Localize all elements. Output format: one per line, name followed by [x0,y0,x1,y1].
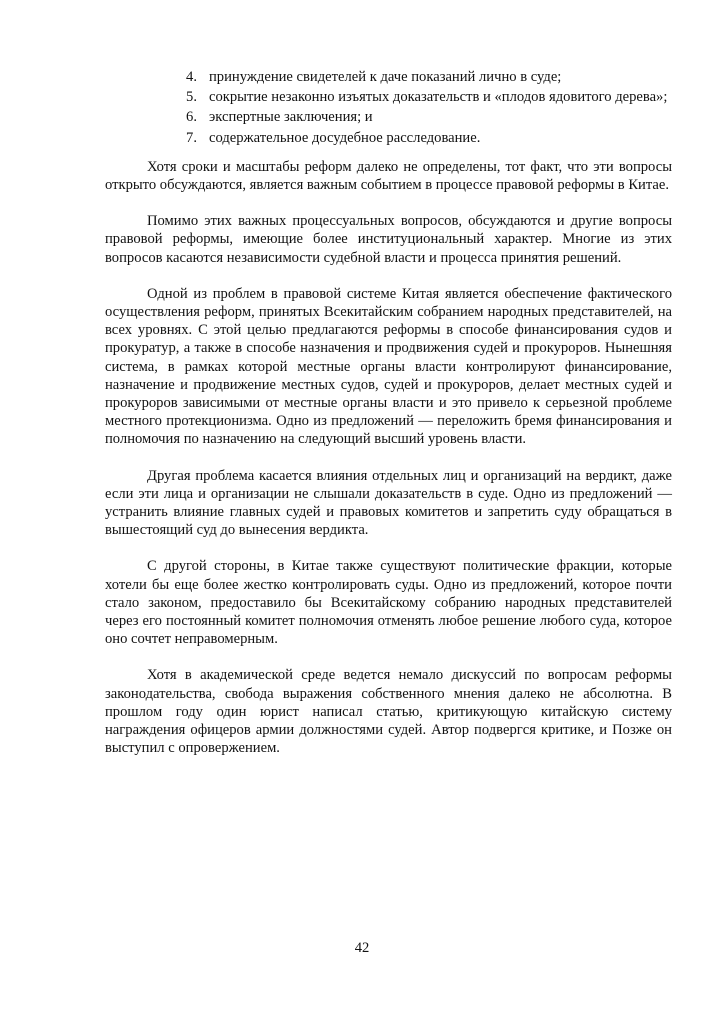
list-item [105,108,672,126]
page-number: 42 [354,940,370,956]
list-item-text: экспертные заключения; и [209,109,373,126]
document-page [105,68,672,776]
paragraph-influence: Другая проблема касается влияния отдельных лиц и организаций на вердикт, даже если эти лица и организации не слышали доказательств в суде. Одно из предложений — устранить влияние главных судей и правовых комитетов и запретить суду обращаться в вышестоящий суд до вынесения вердикта. [105,467,672,539]
paragraph-reform-timing: Хотя сроки и масштабы реформ далеко не определены, тот факт, что эти вопросы открыто обсуждаются, является важным событием в процессе правовой реформы в Китае. [105,158,672,194]
list-item-number: 5. [186,89,197,106]
paragraph-implementation: Одной из проблем в правовой системе Китая является обеспечение фактического осуществления реформ, принятых Всекитайским собранием народных представителей, на всех уровнях. С этой целью предлагаются реформы в способе финансирования судов и прокуратур, а также в способе назначения и продвижения судей и прокуроров. Нынешняя система, в рамках которой местные органы власти контролируют финансирование, назначение и продвижение местных судов, судей и прокуроров, делает местных судей и прокуроров зависимыми от местные органы власти и это привело к серьезной проблеме местного протекционизма. Одно из предложений — переложить бремя финансирования и полномочия по назначению на следующий высший уровень власти. [105,285,672,448]
list-item [105,68,672,86]
list-item-text: содержательное досудебное расследование. [209,129,481,146]
paragraph-institutional-issues: Помимо этих важных процессуальных вопросов, обсуждаются и другие вопросы правовой реформы, имеющие более институциональный характер. Многие из этих вопросов касаются независимости судебной власти и процесса принятия решений. [105,213,672,266]
list-item-text: принуждение свидетелей к даче показаний лично в суде; [209,69,562,85]
paragraph-academic-freedom: Хотя в академической среде ведется немало дискуссий по вопросам реформы законодательства, свобода выражения собственного мнения далеко не абсолютна. В прошлом году один юрист написал статью, критикующую китайскую систему награждения офицеров армии должностями судей. Автор подвергся критике, и Позже он выступил с опровержением. [105,667,672,757]
list-item-text: сокрытие незаконно изъятых доказательств и «плодов ядовитого дерева»; [209,89,668,106]
paragraph-political-factions: С другой стороны, в Китае также существуют политические фракции, которые хотели бы еще более жестко контролировать суды. Одно из предложений, которое почти стало законом, предоставило бы Всекитайскому собранию народных представителей через его постоянный комитет полномочия отменять любое решение любого суда, которое оно сочтет неправомерным. [105,558,672,648]
list-item-number: 6. [186,109,197,126]
list-item-number: 4. [186,69,197,85]
list-item-number: 7. [186,129,197,146]
numbered-list [105,68,672,147]
list-item [105,129,672,147]
list-item [105,88,672,106]
